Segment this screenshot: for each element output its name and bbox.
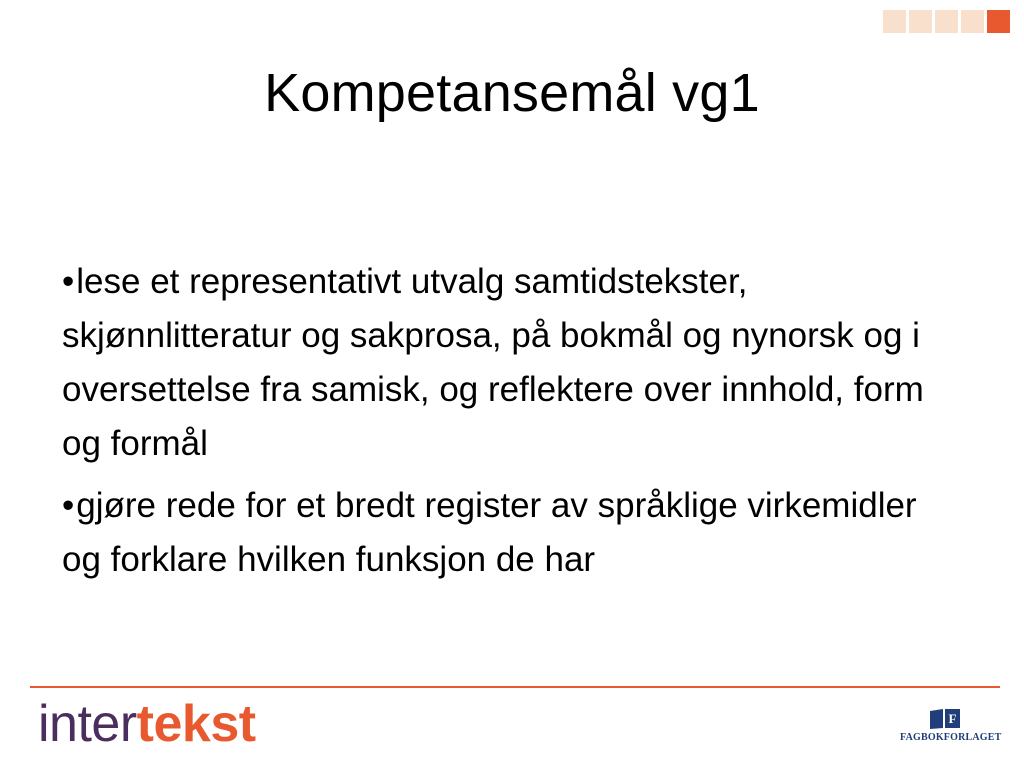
bullet-text: gjøre rede for et bredt register av språklige virkemidler og forklare hvilken funksjon de har [62,486,917,579]
logo-bold-part: tekst [136,695,256,753]
corner-square [935,10,958,33]
footer-divider [30,686,1000,688]
intertekst-logo [38,694,256,754]
corner-square [909,10,932,33]
logo-light-part: inter [38,695,137,753]
corner-square [961,10,984,33]
bullet-item [62,255,962,471]
bullet-text: lese et representativt utvalg samtidstekster, skjønnlitteratur og sakprosa, på bokmål og nynorsk og i oversettelse fra samisk, og reflektere over innhold, form og formål [62,262,924,463]
book-icon [928,708,962,730]
bullet-marker: • [62,262,75,301]
svg-text:F: F [948,711,957,726]
slide-title: Kompetansemål vg1 [264,63,760,123]
corner-square-accent [987,10,1010,33]
bullet-item [62,479,962,587]
corner-decoration [883,10,1010,33]
publisher-name: FAGBOKFORLAGET [900,732,1002,743]
bullet-list [62,255,962,595]
publisher-logo [900,708,1002,743]
bullet-marker: • [62,486,75,525]
corner-square [883,10,906,33]
